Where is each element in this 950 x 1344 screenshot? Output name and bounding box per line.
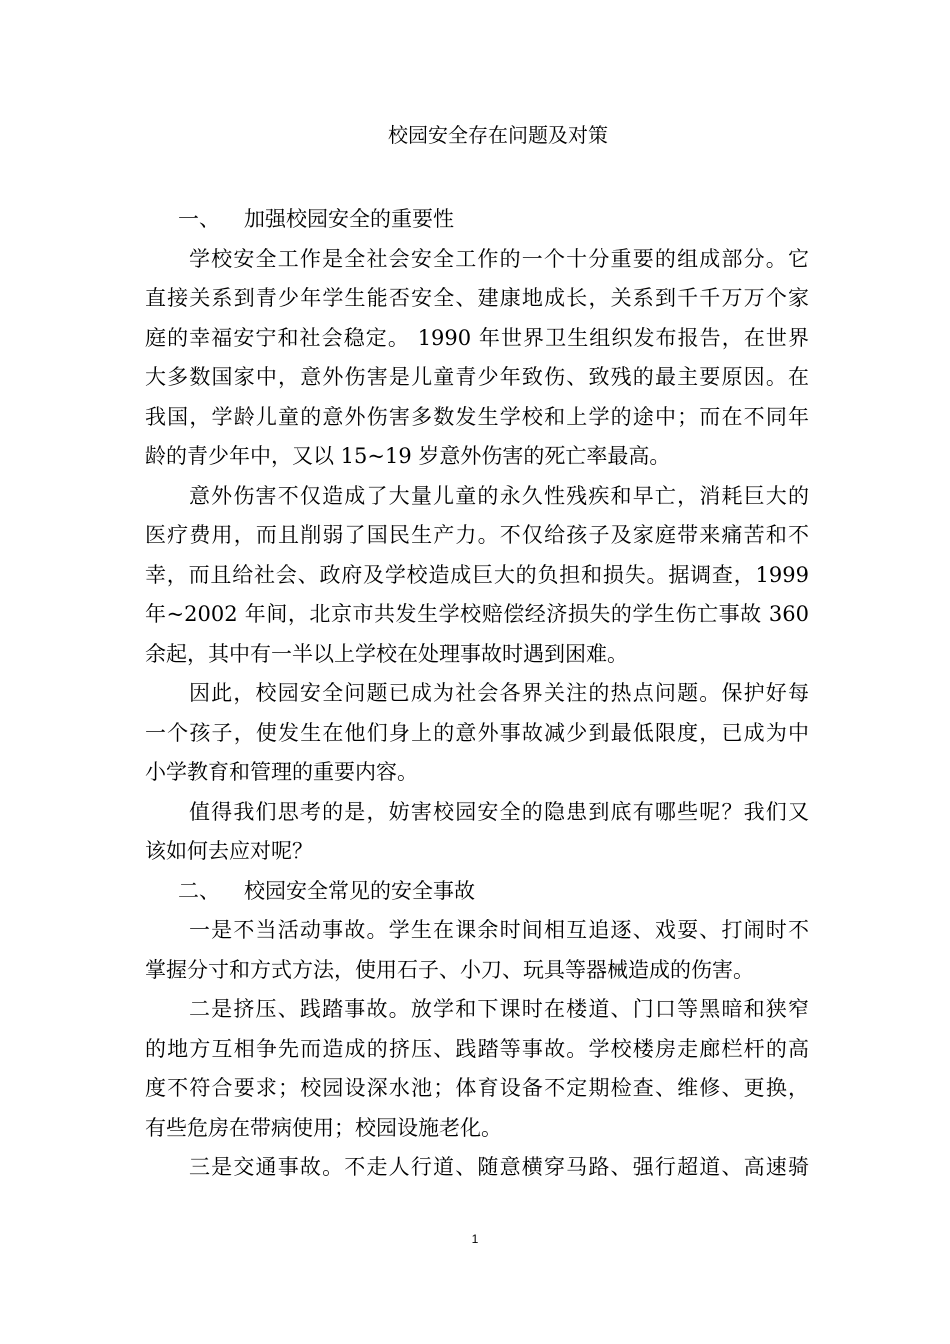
- section-heading-2: [145, 872, 809, 912]
- paragraph-line: 掌握分寸和方式方法，使用石子、小刀、玩具等器械造成的伤害。: [145, 957, 754, 982]
- section-title: 加强校园安全的重要性: [244, 207, 454, 231]
- section-number: 一、: [178, 207, 220, 231]
- paragraph: [145, 793, 809, 872]
- paragraph-line: 一是不当活动事故。学生在课余时间相互追逐、戏耍、打闹时不: [189, 918, 809, 942]
- paragraph: [145, 477, 809, 675]
- paragraph-line: 有些危房在带病使用；校园设施老化。: [145, 1115, 502, 1140]
- paragraph-line: 小学教育和管理的重要内容。: [145, 760, 418, 784]
- document-title: 校园安全存在问题及对策: [388, 123, 608, 147]
- paragraph-line: 度不符合要求；校园设深水池；体育设备不定期检查、维修、更换，: [145, 1076, 809, 1100]
- document-body: [145, 200, 809, 1188]
- paragraph-line: 庭的幸福安宁和社会稳定。 1990 年世界卫生组织发布报告，在世界: [145, 325, 809, 350]
- paragraph: [145, 911, 809, 990]
- paragraph-line: 学校安全工作是全社会安全工作的一个十分重要的组成部分。它: [189, 246, 809, 271]
- paragraph-line: 大多数国家中，意外伤害是儿童青少年致伤、致残的最主要原因。在: [145, 365, 809, 389]
- paragraph-line: 直接关系到青少年学生能否安全、建康地成长，关系到千千万万个家: [145, 286, 809, 310]
- paragraph-line: 我国，学龄儿童的意外伤害多数发生学校和上学的途中；而在不同年: [145, 404, 809, 429]
- paragraph-line: 三是交通事故。不走人行道、随意横穿马路、强行超道、高速骑: [189, 1155, 809, 1179]
- section-number: 二、: [178, 878, 220, 903]
- section-title: 校园安全常见的安全事故: [244, 878, 475, 903]
- paragraph-line: 龄的青少年中，又以 15~19 岁意外伤害的死亡率最高。: [145, 444, 671, 468]
- paragraph-line: 的地方互相争先而造成的挤压、践踏等事故。学校楼房走廊栏杆的高: [145, 1036, 809, 1061]
- paragraph-line: 意外伤害不仅造成了大量儿童的永久性残疾和早亡，消耗巨大的: [189, 483, 809, 508]
- paragraph: [145, 674, 809, 793]
- paragraph-line: 余起，其中有一半以上学校在处理事故时遇到困难。: [145, 641, 628, 666]
- section-2-content: [145, 911, 809, 1188]
- paragraph-line: 医疗费用，而且削弱了国民生产力。不仅给孩子及家庭带来痛苦和不: [145, 523, 809, 547]
- section-heading-1: [145, 200, 809, 240]
- paragraph-line: 二是挤压、践踏事故。放学和下课时在楼道、门口等黑暗和狭窄: [189, 997, 809, 1021]
- paragraph: [145, 240, 809, 477]
- paragraph-line: 因此，校园安全问题已成为社会各界关注的热点问题。保护好每: [189, 681, 809, 705]
- paragraph-line: 该如何去应对呢？: [145, 839, 313, 863]
- section-1-content: [145, 240, 809, 872]
- paragraph-line: 年~2002 年间，北京市共发生学校赔偿经济损失的学生伤亡事故 360: [145, 602, 809, 626]
- paragraph-line: 幸，而且给社会、政府及学校造成巨大的负担和损失。据调查，1999: [145, 562, 809, 587]
- paragraph: [145, 990, 809, 1148]
- paragraph-line: 一个孩子，使发生在他们身上的意外事故减少到最低限度，已成为中: [145, 720, 809, 745]
- paragraph-line: 值得我们思考的是，妨害校园安全的隐患到底有哪些呢？我们又: [189, 799, 809, 824]
- paragraph: [145, 1148, 809, 1188]
- page-number: 1: [471, 1232, 479, 1246]
